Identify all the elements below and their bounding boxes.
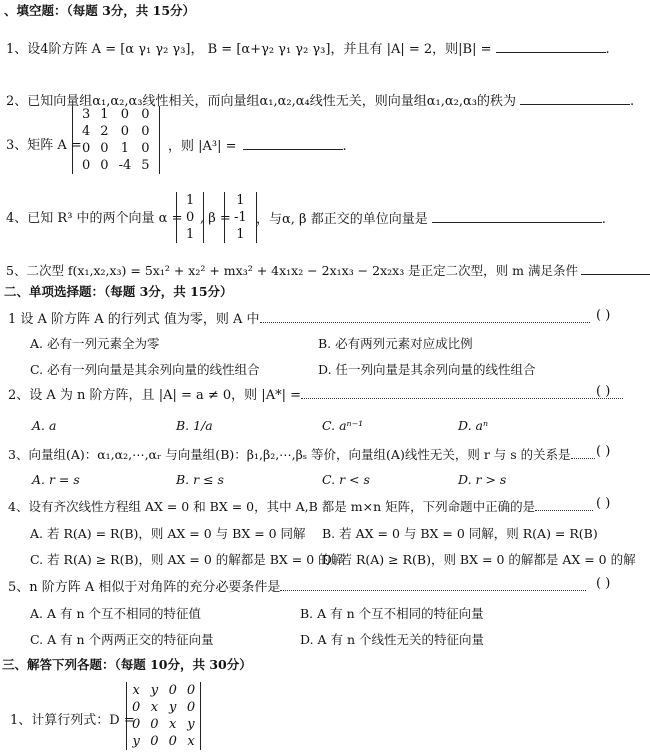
answer-paren[interactable]: ( ) xyxy=(596,496,611,511)
matrix-a-entry: 0 xyxy=(82,141,91,156)
answer-paren[interactable]: ( ) xyxy=(596,576,611,591)
det-row xyxy=(127,699,200,716)
q1-2: 2、已知向量组α₁,α₂,α₃线性相关，而向量组α₁,α₂,α₄线性无关，则向量组α₁,α₂,α₃的秩为 . xyxy=(6,94,635,109)
alpha-row xyxy=(181,226,199,243)
matrix-a-entry: 0 xyxy=(100,141,109,156)
beta-row xyxy=(229,209,252,226)
beta-entry: -1 xyxy=(234,210,247,225)
q1-4-pre: 4、已知 R³ 中的两个向量 α = xyxy=(6,211,183,226)
q2-4-opt-d[interactable]: D. 若 R(A) ≥ R(B)，则 BX = 0 的解都是 AX = 0 的解 xyxy=(322,552,636,567)
beta-row xyxy=(229,226,252,243)
det-entry: 0 xyxy=(186,683,196,698)
alpha-row xyxy=(181,192,199,209)
matrix-a-entry: 4 xyxy=(82,124,91,139)
q2-5-opt-d[interactable]: D. A 有 n 个线性无关的特征向量 xyxy=(300,632,485,647)
alpha-entry: 0 xyxy=(186,210,195,225)
det-entry: y xyxy=(150,683,159,698)
q1-4-post: ，与α, β 都正交的单位向量是 . xyxy=(256,212,606,227)
q2-2-opt-a[interactable]: A. a xyxy=(32,418,57,433)
det-entry: 0 xyxy=(150,717,159,732)
answer-blank[interactable] xyxy=(243,137,343,150)
q2-1-opt-d[interactable]: D. 任一列向量是其余列向量的线性组合 xyxy=(318,362,536,377)
q2-2-opt-c[interactable]: C. aⁿ⁻¹ xyxy=(322,418,364,433)
q2-4-opt-b[interactable]: B. 若 AX = 0 与 BX = 0 同解，则 R(A) = R(B) xyxy=(322,526,598,541)
q1-3-post: ，则 |A³| = . xyxy=(168,139,347,154)
matrix-a-row xyxy=(77,123,155,140)
q2-2-opt-d[interactable]: D. aⁿ xyxy=(458,418,489,433)
answer-blank[interactable] xyxy=(520,92,630,105)
q2-1: 1 设 A 阶方阵 A 的行列式 值为零，则 A 中 xyxy=(8,310,590,329)
q2-4-opt-c[interactable]: C. 若 R(A) ≥ R(B)，则 AX = 0 的解都是 BX = 0 的解 xyxy=(30,552,344,567)
answer-paren[interactable]: ( ) xyxy=(596,308,611,323)
matrix-a-entry: 3 xyxy=(82,107,91,122)
answer-leader xyxy=(280,578,586,591)
det-entry: y xyxy=(187,717,195,732)
det-entry: 0 xyxy=(186,700,196,715)
alpha-row xyxy=(181,209,199,226)
matrix-a-entry: 0 xyxy=(141,107,150,122)
answer-blank[interactable] xyxy=(496,40,606,53)
answer-leader xyxy=(301,386,623,399)
answer-leader xyxy=(571,446,595,459)
det-entry: x xyxy=(169,717,177,732)
vector-beta xyxy=(224,192,257,243)
q2-5-opt-c[interactable]: C. A 有 n 个两两正交的特征向量 xyxy=(30,632,214,647)
matrix-a-row xyxy=(77,106,155,123)
q2-2-opt-b[interactable]: B. 1/a xyxy=(176,418,213,433)
beta-entry: 1 xyxy=(236,227,245,242)
matrix-a-entry: 0 xyxy=(141,124,150,139)
matrix-a-entry: 1 xyxy=(120,141,130,156)
q2-1-opt-c[interactable]: C. 必有一列向量是其余列向量的线性组合 xyxy=(30,362,260,377)
beta-row xyxy=(229,192,252,209)
q2-3-opt-a[interactable]: A. r = s xyxy=(32,472,80,487)
det-entry: 0 xyxy=(132,717,141,732)
answer-blank[interactable] xyxy=(432,210,602,223)
q1-3-pre: 3、矩阵 A = xyxy=(6,138,82,153)
det-entry: x xyxy=(132,683,140,698)
matrix-a-entry: -4 xyxy=(118,158,132,173)
matrix-a-row xyxy=(77,140,155,157)
q3-1-pre: 1、计算行列式：D = xyxy=(10,713,135,728)
q1-4-mid: , β = xyxy=(200,211,231,226)
det-row xyxy=(127,733,200,750)
section3-title: 三、解答下列各题：（每题 10分，共 30分） xyxy=(2,657,252,672)
q1-5: 5、二次型 f(x₁,x₂,x₃) = 5x₁² + x₂² + mx₃² + 4x₁x₂ − 2x₁x₃ − 2x₂x₃ 是正定二次型，则 m 满足条件 xyxy=(6,262,650,280)
q2-3-opt-d[interactable]: D. r > s xyxy=(458,472,507,487)
q2-1-opt-a[interactable]: A. 必有一列元素全为零 xyxy=(30,336,160,351)
section1-title: 、填空题：（每题 3分，共 15分） xyxy=(4,3,196,18)
matrix-a-entry: 0 xyxy=(141,141,150,156)
answer-leader xyxy=(535,498,593,511)
answer-blank[interactable] xyxy=(581,262,650,275)
q2-5-opt-b[interactable]: B. A 有 n 个互不相同的特征向量 xyxy=(300,606,484,621)
alpha-entry: 1 xyxy=(186,227,195,242)
q2-3-opt-c[interactable]: C. r < s xyxy=(322,472,370,487)
q2-3: 3、向量组(A)：α₁,α₂,⋯,αᵣ 与向量组(B)：β₁,β₂,⋯,βₛ 等价，向量组(A)线性无关，则 r 与 s 的关系是 xyxy=(8,446,595,464)
matrix-a-entry: 1 xyxy=(100,107,109,122)
answer-paren[interactable]: ( ) xyxy=(596,384,611,399)
q2-1-opt-b[interactable]: B. 必有两列元素对应成比例 xyxy=(318,336,473,351)
alpha-entry: 1 xyxy=(186,193,195,208)
answer-leader xyxy=(260,310,590,323)
q2-2: 2、设 A 为 n 阶方阵，且 |A| = a ≠ 0，则 |A*| = xyxy=(8,386,623,405)
det-row xyxy=(127,716,200,733)
matrix-a-entry: 5 xyxy=(141,158,150,173)
q2-4: 4、设有齐次线性方程组 AX = 0 和 BX = 0，其中 A,B 都是 m×n 矩阵，下列命题中正确的是 xyxy=(8,498,593,516)
det-entry: 0 xyxy=(168,734,177,749)
det-entry: 0 xyxy=(168,683,177,698)
q2-5-opt-a[interactable]: A. A 有 n 个互不相同的特征值 xyxy=(30,606,201,621)
matrix-A xyxy=(72,106,160,174)
matrix-a-entry: 2 xyxy=(100,124,109,139)
beta-entry: 1 xyxy=(236,193,245,208)
answer-paren[interactable]: ( ) xyxy=(596,444,611,459)
q2-4-opt-a[interactable]: A. 若 R(A) = R(B)，则 AX = 0 与 BX = 0 同解 xyxy=(30,526,306,541)
determinant-D xyxy=(126,682,201,750)
matrix-a-entry: 0 xyxy=(82,158,91,173)
det-entry: x xyxy=(187,734,195,749)
q2-3-opt-b[interactable]: B. r ≤ s xyxy=(176,472,224,487)
det-row xyxy=(127,682,200,699)
matrix-a-entry: 0 xyxy=(120,107,130,122)
matrix-a-row xyxy=(77,157,155,174)
det-entry: 0 xyxy=(132,700,141,715)
det-entry: y xyxy=(132,734,140,749)
matrix-a-entry: 0 xyxy=(100,158,109,173)
q2-5: 5、n 阶方阵 A 相似于对角阵的充分必要条件是 xyxy=(8,578,586,597)
det-entry: x xyxy=(150,700,159,715)
section2-title: 二、单项选择题：（每题 3分，共 15分） xyxy=(4,284,233,299)
matrix-a-entry: 0 xyxy=(120,124,130,139)
q1-1: 1、设4阶方阵 A = [α γ₁ γ₂ γ₃]， B = [α+γ₂ γ₁ γ₂ γ₃]，并且有 |A| = 2，则|B| = . xyxy=(6,42,610,57)
det-entry: 0 xyxy=(150,734,159,749)
det-entry: y xyxy=(169,700,177,715)
